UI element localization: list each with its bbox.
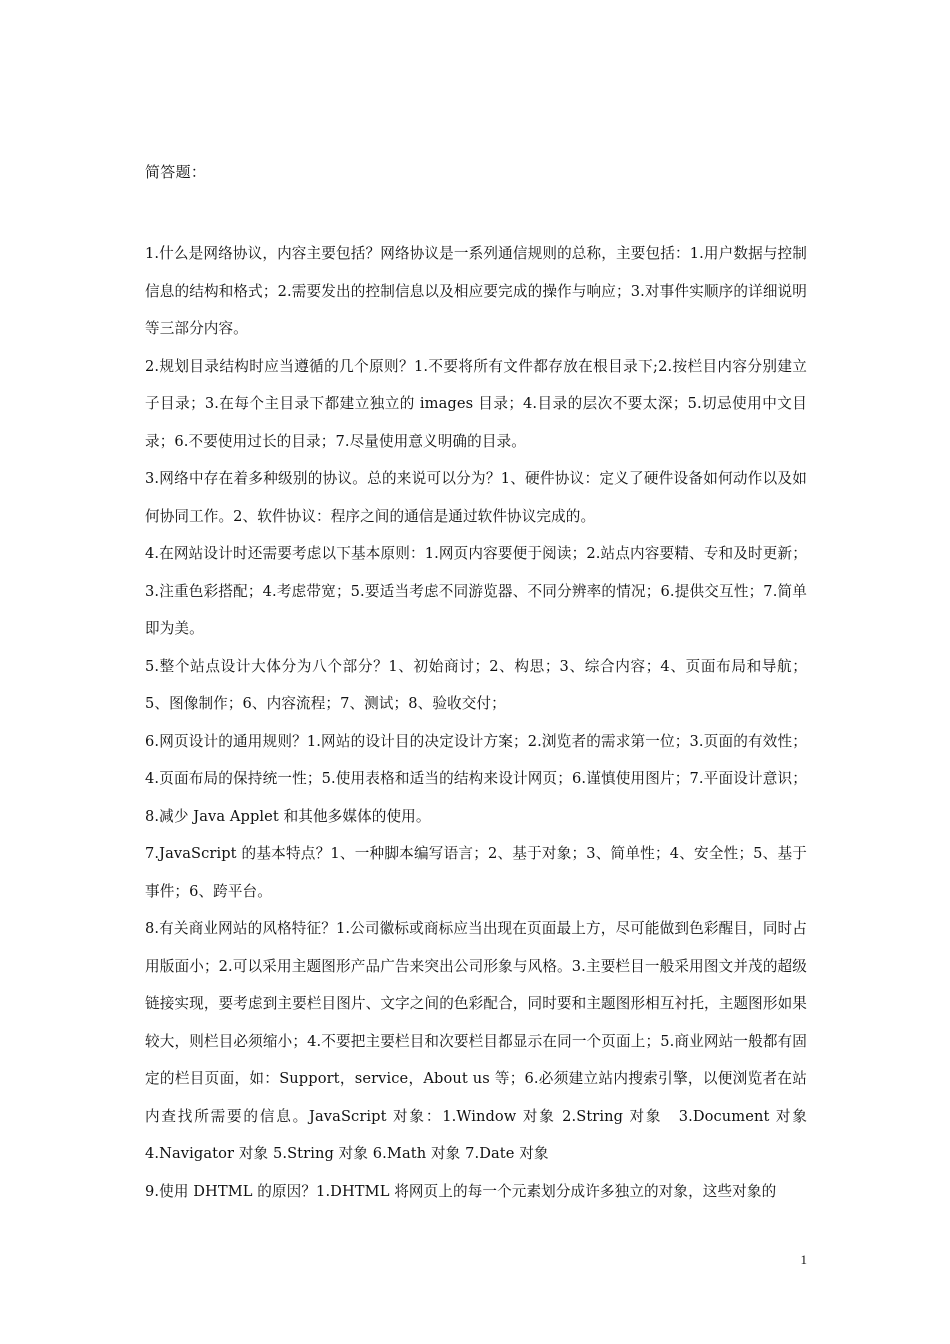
answer-paragraph-6: 6.网页设计的通用规则？1.网站的设计目的决定设计方案；2.浏览者的需求第一位；3.页面的有效性；4.页面布局的保持统一性；5.使用表格和适当的结构来设计网页；6.谨慎使用图片；7.平面设计意识；8.减少 Java Applet 和其他多媒体的使用。 <box>145 732 807 825</box>
answer-paragraph-2: 2.规划目录结构时应当遵循的几个原则？1.不要将所有文件都存放在根目录下;2.按栏目内容分别建立子目录；3.在每个主目录下都建立独立的 images 目录；4.目录的层次不要太深；5.切忌使用中文目录；6.不要使用过长的目录；7.尽量使用意义明确的目录。 <box>145 357 807 450</box>
answer-paragraph-8: 8.有关商业网站的风格特征？1.公司徽标或商标应当出现在页面最上方，尽可能做到色彩醒目，同时占用版面小；2.可以采用主题图形产品广告来突出公司形象与风格。3.主要栏目一般采用图文并茂的超级链接实现，要考虑到主要栏目图片、文字之间的色彩配合，同时要和主题图形相互衬托，主题图形如果较大，则栏目必须缩小；4.不要把主要栏目和次要栏目都显示在同一个页面上；5.商业网站一般都有固定的栏目页面，如：Support，service，About us 等；6.必须建立站内搜索引擎，以便浏览者在站内查找所需要的信息。JavaScript 对象：1.Window 对象 2.String 对象 3.Document 对象 4.Navigator 对象 5.String 对象 6.Math 对象 7.Date 对象 <box>145 920 822 1162</box>
section-heading: 简答题： <box>145 163 207 181</box>
answer-paragraph-1: 1.什么是网络协议，内容主要包括？网络协议是一系列通信规则的总称，主要包括：1.用户数据与控制信息的结构和格式；2.需要发出的控制信息以及相应要完成的操作与响应；3.对事件实顺序的详细说明等三部分内容。 <box>145 245 807 337</box>
answer-paragraph-7: 7.JavaScript 的基本特点？1、一种脚本编写语言；2、基于对象；3、简单性；4、安全性；5、基于事件；6、跨平台。 <box>145 845 807 900</box>
answer-paragraph-4: 4.在网站设计时还需要考虑以下基本原则：1.网页内容要便于阅读；2.站点内容要精、专和及时更新；3.注重色彩搭配；4.考虑带宽；5.要适当考虑不同游览器、不同分辨率的情况；6.提供交互性；7.简单即为美。 <box>145 545 807 637</box>
answer-list <box>145 235 822 1210</box>
answer-paragraph-3: 3.网络中存在着多种级别的协议。总的来说可以分为？1、硬件协议：定义了硬件设备如何动作以及如何协同工作。2、软件协议：程序之间的通信是通过软件协议完成的。 <box>145 470 807 525</box>
answer-paragraph-5: 5.整个站点设计大体分为八个部分？1、初始商讨；2、构思；3、综合内容；4、页面布局和导航；5、图像制作；6、内容流程；7、测试；8、验收交付； <box>145 657 807 712</box>
answer-paragraph-9: 9.使用 DHTML 的原因？1.DHTML 将网页上的每一个元素划分成许多独立的对象，这些对象的 <box>145 1182 777 1200</box>
page-number: 1 <box>800 1252 807 1267</box>
